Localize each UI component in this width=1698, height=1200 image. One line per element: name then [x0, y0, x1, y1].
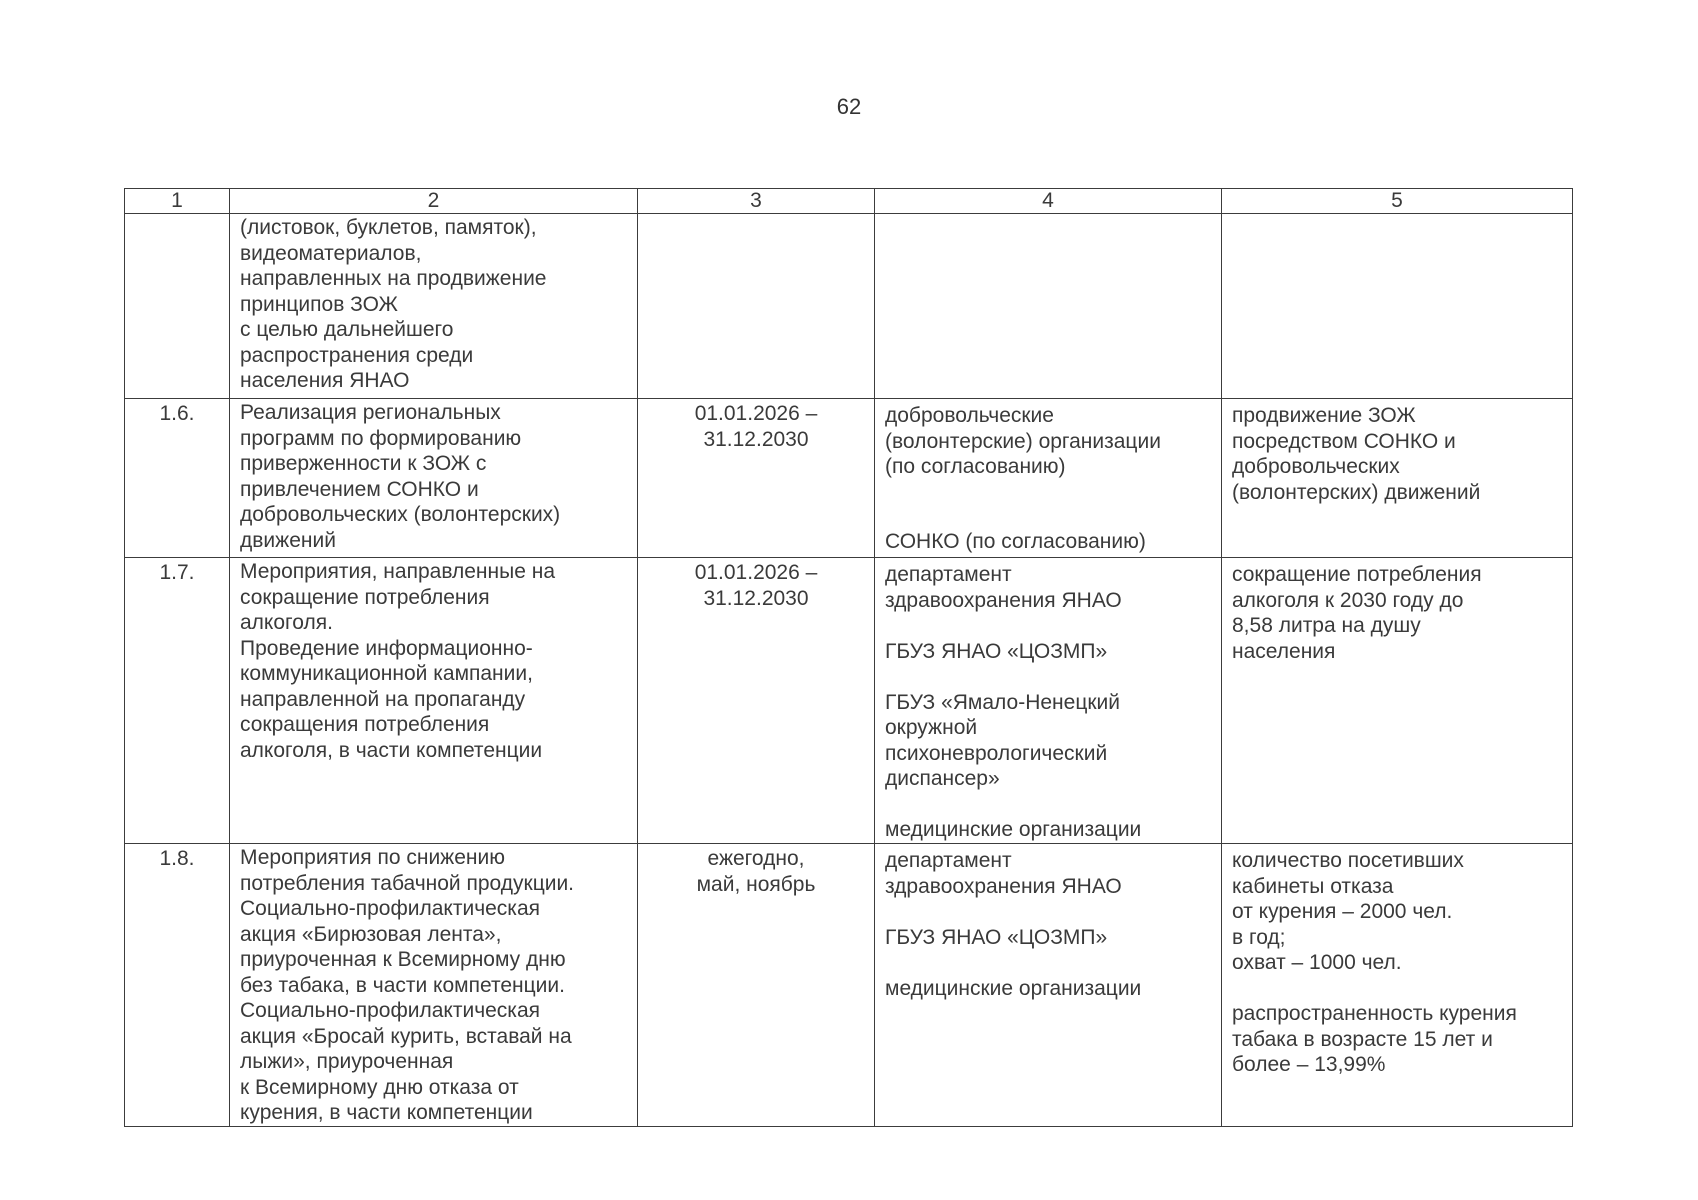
- activity-cell: [230, 214, 638, 399]
- result-line: добровольческих: [1232, 455, 1400, 478]
- row-number-cell: 1.7.: [125, 558, 230, 844]
- activity-line: без табака, в части компетенции.: [240, 973, 565, 997]
- activity-line: коммуникационной кампании,: [240, 662, 533, 685]
- result-line: кабинеты отказа: [1232, 874, 1394, 898]
- result-line: населения: [1232, 639, 1336, 663]
- activity-line: приуроченная к Всемирному дню: [240, 948, 566, 971]
- activity-line: сокращение потребления: [240, 585, 490, 609]
- executor-line: медицинские организации: [885, 818, 1142, 841]
- measures-table: [124, 188, 1573, 1127]
- activity-line: акция «Бирюзовая лента»,: [240, 922, 502, 946]
- activity-line: Мероприятия по снижению: [240, 846, 505, 869]
- result-line: от курения – 2000 чел.: [1232, 900, 1453, 923]
- activity-line: привлечением СОНКО и: [240, 477, 479, 501]
- period-cell: [638, 399, 875, 558]
- executor-line: психоневрологический: [885, 741, 1108, 765]
- activity-line: движений: [240, 528, 336, 552]
- activity-line: Социально-профилактическая: [240, 999, 541, 1022]
- activity-line: распространения среди: [240, 343, 474, 367]
- period-line: 31.12.2030: [703, 427, 809, 451]
- period-line: ежегодно,: [707, 847, 805, 870]
- table-row: [125, 214, 1573, 399]
- activity-line: направленных на продвижение: [240, 267, 547, 290]
- activity-line: Реализация региональных: [240, 401, 501, 424]
- activity-line: алкоголя.: [240, 611, 333, 634]
- activity-line: с целью дальнейшего: [240, 318, 454, 341]
- activity-line: видеоматериалов,: [240, 241, 422, 265]
- activity-line: потребления табачной продукции.: [240, 871, 575, 895]
- result-line: более – 13,99%: [1232, 1053, 1386, 1076]
- executor-line: департамент: [885, 563, 1012, 586]
- activity-line: добровольческих (волонтерских): [240, 503, 561, 526]
- executors-cell: [875, 399, 1222, 558]
- executor-line: (по согласованию): [885, 455, 1066, 478]
- period-line: 31.12.2030: [703, 586, 809, 610]
- executor-line: диспансер»: [885, 767, 1000, 790]
- activity-line: к Всемирному дню отказа от: [240, 1075, 519, 1099]
- result-line: количество посетивших: [1232, 849, 1464, 872]
- result-line: распространенность курения: [1232, 1002, 1517, 1025]
- header-row: [125, 189, 1573, 214]
- executor-line: окружной: [885, 716, 978, 739]
- executor-line: добровольческие: [885, 404, 1054, 427]
- period-line: 01.01.2026 –: [694, 402, 818, 425]
- result-line: в год;: [1232, 925, 1286, 949]
- table-row: [125, 399, 1573, 558]
- row-number-cell: 1.8.: [125, 844, 230, 1127]
- result-line: сокращение потребления: [1232, 563, 1482, 586]
- executor-line: здравоохранения ЯНАО: [885, 588, 1122, 612]
- period-cell: [638, 844, 875, 1127]
- column-header-2: 2: [230, 189, 638, 214]
- activity-line: принципов ЗОЖ: [240, 292, 398, 316]
- activity-line: Мероприятия, направленные на: [240, 560, 555, 583]
- column-header-3: 3: [638, 189, 875, 214]
- activity-cell: [230, 844, 638, 1127]
- result-cell: [1222, 399, 1573, 558]
- activity-line: Проведение информационно-: [240, 636, 533, 660]
- executor-line: медицинские организации: [885, 976, 1142, 1000]
- executors-cell: [875, 558, 1222, 844]
- result-cell: [1222, 214, 1573, 399]
- result-line: охват – 1000 чел.: [1232, 951, 1402, 974]
- activity-line: алкоголя, в части компетенции: [240, 738, 543, 762]
- table-row: [125, 844, 1573, 1127]
- activity-line: (листовок, буклетов, памяток),: [240, 216, 537, 239]
- column-header-1: 1: [125, 189, 230, 214]
- activity-line: приверженности к ЗОЖ с: [240, 452, 487, 475]
- result-line: табака в возрасте 15 лет и: [1232, 1027, 1493, 1051]
- executor-line: СОНКО (по согласованию): [885, 529, 1146, 553]
- executor-line: (волонтерские) организации: [885, 429, 1161, 453]
- row-number-cell: 1.6.: [125, 399, 230, 558]
- result-line: посредством СОНКО и: [1232, 429, 1456, 453]
- result-cell: [1222, 844, 1573, 1127]
- column-header-4: 4: [875, 189, 1222, 214]
- period-cell: [638, 558, 875, 844]
- executor-line: департамент: [885, 849, 1012, 872]
- column-header-5: 5: [1222, 189, 1573, 214]
- executor-line: здравоохранения ЯНАО: [885, 874, 1122, 898]
- activity-line: программ по формированию: [240, 426, 522, 450]
- table-row: [125, 558, 1573, 844]
- period-line: 01.01.2026 –: [694, 561, 818, 584]
- executors-cell: [875, 844, 1222, 1127]
- activity-line: направленной на пропаганду: [240, 687, 526, 711]
- activity-line: сокращения потребления: [240, 713, 490, 736]
- period-line: май, ноябрь: [696, 872, 816, 896]
- activity-line: курения, в части компетенции: [240, 1101, 533, 1124]
- executor-line: ГБУЗ ЯНАО «ЦОЗМП»: [885, 925, 1108, 949]
- result-cell: [1222, 558, 1573, 844]
- page-number: 62: [836, 94, 862, 119]
- activity-cell: [230, 399, 638, 558]
- executors-cell: [875, 214, 1222, 399]
- executor-line: ГБУЗ ЯНАО «ЦОЗМП»: [885, 639, 1108, 663]
- row-number-cell: [125, 214, 230, 399]
- activity-line: лыжи», приуроченная: [240, 1050, 454, 1073]
- result-line: алкоголя к 2030 году до: [1232, 588, 1464, 612]
- activity-line: населения ЯНАО: [240, 369, 410, 392]
- result-line: (волонтерских) движений: [1232, 480, 1481, 504]
- activity-cell: [230, 558, 638, 844]
- result-line: 8,58 литра на душу: [1232, 614, 1421, 637]
- activity-line: акция «Бросай курить, вставай на: [240, 1024, 572, 1048]
- result-line: продвижение ЗОЖ: [1232, 404, 1416, 427]
- executor-line: ГБУЗ «Ямало-Ненецкий: [885, 690, 1120, 714]
- period-cell: [638, 214, 875, 399]
- activity-line: Социально-профилактическая: [240, 897, 541, 920]
